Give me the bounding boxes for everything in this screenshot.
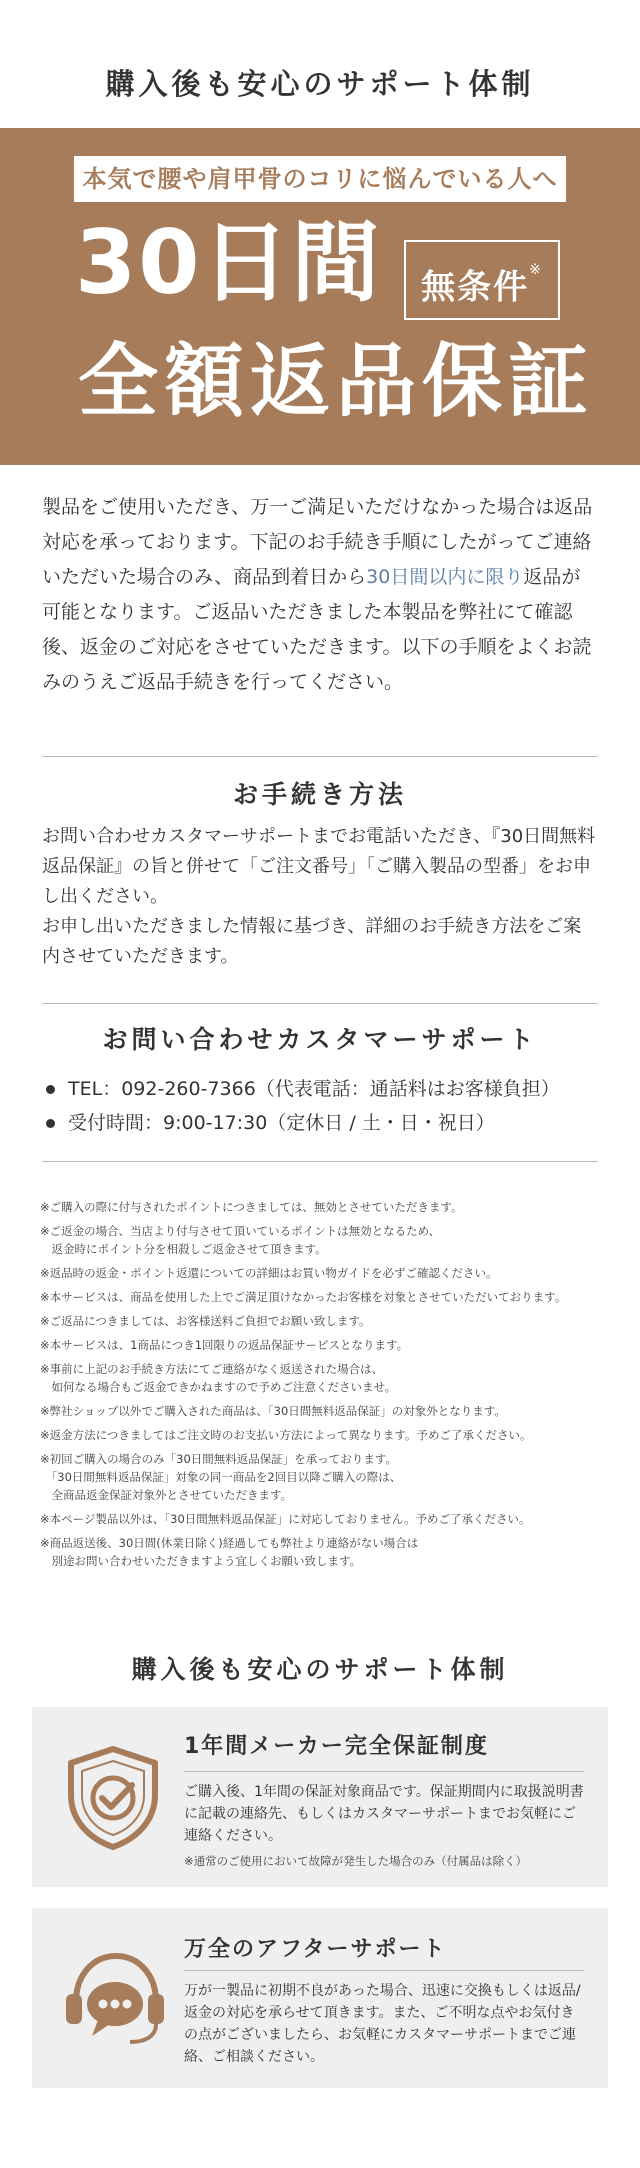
divider <box>42 756 598 757</box>
card-body: ご購入後、1年間の保証対象商品です。保証期間内に取扱説明書に記載の連絡先、もしくはカスタマーサポートまでお気軽にご連絡ください。 <box>184 1784 584 1844</box>
card-title: 万全のアフターサポート <box>184 1937 447 1962</box>
support-title: お問い合わせカスタマーサポート <box>102 1025 538 1054</box>
support-phone: TEL：092-260-7366（代表電話：通話料はお客様負担） <box>42 1072 598 1106</box>
support-info <box>42 1072 598 1140</box>
shield-check-icon <box>58 1743 168 1853</box>
card-title: 1年間メーカー完全保証制度 <box>184 1734 489 1759</box>
note-item: ※本ページ製品以外は、「30日間無料返品保証」に対応しておりません。予めご了承ください。 <box>40 1512 531 1526</box>
banner-main: 全額返品保証 <box>78 335 594 428</box>
note-item: ※事前に上記のお手続き方法にてご連絡がなく返送された場合は、 如何なる場合もご返金できかねますので予めご注意くださいませ。 <box>40 1362 397 1394</box>
note-item: ※返金方法につきましてはご注文時のお支払い方法によって異なります。予めご了承ください。 <box>40 1428 532 1442</box>
intro-highlight: 30日間以内に限り <box>366 566 524 588</box>
badge-mark: ※ <box>529 262 543 278</box>
headset-chat-icon <box>58 1944 168 2054</box>
procedure-body <box>42 822 598 972</box>
notes-list <box>40 1198 600 1576</box>
intro-text <box>42 490 598 700</box>
intro-text-after: 返品が可能となります。ご返品いただきました本製品を弊社にて確認後、返金のご対応をさせていただきます。以下の手順をよくお読みのうえご返品手続きを行ってください。 <box>42 566 592 693</box>
card-body: 万が一製品に初期不良があった場合、迅速に交換もしくは返品/返金の対応を承らせて頂きます。また、ご不明な点やお気付きの点がございましたら、お気軽にカスタマーサポートまでご連絡、ご相談ください。 <box>184 1983 581 2065</box>
note-item: ※返品時の返金・ポイント返還についての詳細はお買い物ガイドを必ずご確認ください。 <box>40 1266 498 1280</box>
note-item: ※弊社ショップ以外でご購入された商品は、「30日間無料返品保証」の対象外となります。 <box>40 1404 506 1418</box>
divider <box>42 1003 598 1004</box>
after-support-card <box>32 1908 608 2088</box>
warranty-card <box>32 1707 608 1887</box>
banner-days: 30日間 <box>75 211 382 314</box>
note-item: ※ご返金の場合、当店より付与させて頂いているポイントは無効となるため、 返金時にポイント分を相殺しご返金させて頂きます。 <box>40 1224 441 1256</box>
note-item: ※ご購入の際に付与されたポイントにつきましては、無効とさせていただきます。 <box>40 1200 463 1214</box>
card-divider <box>184 1970 584 1971</box>
banner-subtitle: 本気で腰や肩甲骨のコリに悩んでいる人へ <box>74 156 566 202</box>
card-note: ※通常のご使用において故障が発生した場合のみ（付属品は除く） <box>184 1854 528 1868</box>
support-hours: 受付時間：9:00-17:30（定休日 / 土・日・祝日） <box>42 1106 598 1140</box>
intro-text-before: 製品をご使用いただき、万一ご満足いただけなかった場合は返品対応を承っております。下記のお手続き手順にしたがってご連絡いただいた場合のみ、商品到着日から <box>42 496 593 588</box>
procedure-title: お手続き方法 <box>232 780 407 809</box>
unconditional-badge <box>404 240 560 320</box>
guarantee-banner <box>0 128 640 465</box>
badge-label: 無条件 <box>421 267 530 308</box>
note-item: ※本サービスは、商品を使用した上でご満足頂けなかったお客様を対象とさせていただいております。 <box>40 1290 567 1304</box>
note-item: ※商品返送後、30日間(休業日除く)経過しても弊社より連絡がない場合は 別途お問い合わせいただきますよう宜しくお願い致します。 <box>40 1536 419 1568</box>
procedure-body-2: お申し出いただきました情報に基づき、詳細のお手続き方法をご案内させていただきます。 <box>42 916 582 967</box>
page-title: 購入後も安心のサポート体制 <box>105 67 535 101</box>
note-item: ※ご返品につきましては、お客様送料ご負担でお願い致します。 <box>40 1314 371 1328</box>
note-item: ※初回ご購入の場合のみ「30日間無料返品保証」を承っております。 「30日間無料返品保証」対象の同一商品を2回目以降ご購入の際は、 全商品返金保証対象外とさせていただきます。 <box>40 1452 402 1502</box>
note-item: ※本サービスは、1商品につき1回限りの返品保証サービスとなります。 <box>40 1338 409 1352</box>
divider <box>42 1161 598 1162</box>
support-system-title: 購入後も安心のサポート体制 <box>131 1655 509 1684</box>
card-divider <box>184 1771 584 1772</box>
procedure-body-1: お問い合わせカスタマーサポートまでお電話いただき、『30日間無料返品保証』の旨と併せて「ご注文番号」「ご購入製品の型番」をお申し出ください。 <box>42 826 596 907</box>
